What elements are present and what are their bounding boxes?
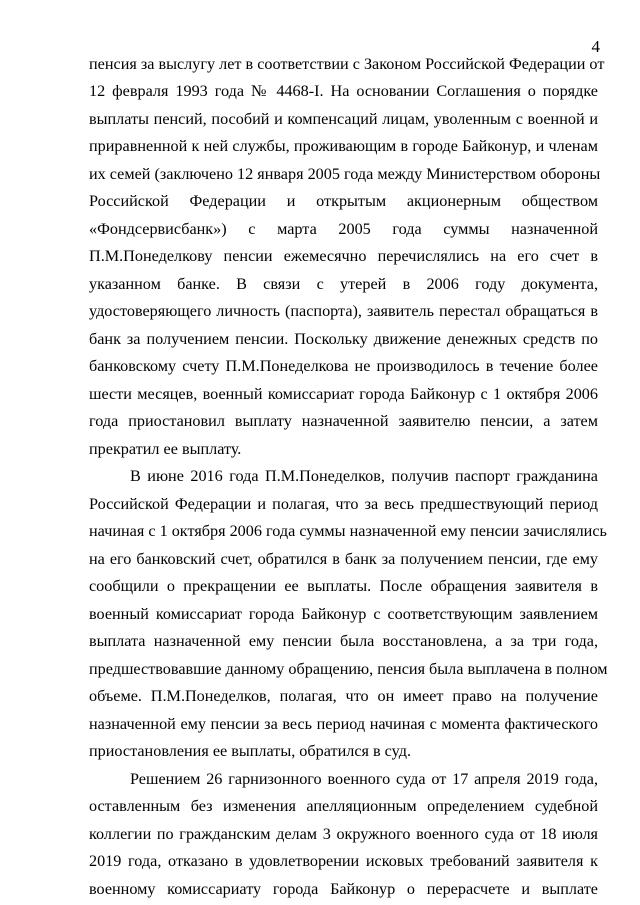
text-line: на его банковский счет, обратился в банк за получением пенсии, где ему: [89, 550, 598, 568]
text-line: выплаты пенсий, пособий и компенсаций лицам, уволенным с военной и: [89, 110, 598, 128]
text-line: приостановления ее выплаты, обратился в суд.: [89, 742, 412, 760]
text-line: указанном банке. В связи с утерей в 2006 году документа,: [89, 275, 598, 293]
text-line: года приостановил выплату назначенной заявителю пенсии, а затем: [89, 412, 598, 430]
text-line: Российской Федерации и открытым акционерным обществом: [89, 192, 598, 210]
text-line: В июне 2016 года П.М.Понеделков, получив паспорт гражданина: [130, 467, 598, 485]
text-line: пенсия за выслугу лет в соответствии с Законом Российской Федерации от: [89, 55, 605, 73]
text-line: их семей (заключено 12 января 2005 года между Министерством обороны: [89, 165, 601, 183]
page-number: 4: [591, 37, 600, 56]
text-line: предшествовавшие данному обращению, пенсия была выплачена в полном: [89, 660, 608, 678]
text-line: Решением 26 гарнизонного военного суда от 17 апреля 2019 года,: [130, 770, 598, 788]
text-line: начиная с 1 октября 2006 года суммы назначенной ему пенсии зачислялись: [89, 522, 607, 540]
text-line: выплата назначенной ему пенсии была восстановлена, а за три года,: [89, 632, 598, 650]
text-line: сообщили о прекращении ее выплаты. После обращения заявителя в: [89, 577, 598, 595]
text-line: коллегии по гражданским делам 3 окружного военного суда от 18 июля: [89, 825, 598, 843]
text-line: Российской Федерации и полагая, что за весь предшествующий период: [89, 495, 598, 513]
text-line: «Фондсервисбанк») с марта 2005 года суммы назначенной: [89, 220, 598, 238]
text-line: банковскому счету П.М.Понеделкова не производилось в течение более: [89, 357, 598, 375]
text-line: военному комиссариату города Байконур о перерасчете и выплате: [89, 880, 598, 898]
text-line: 12 февраля 1993 года № 4468-I. На основании Соглашения о порядке: [89, 82, 598, 100]
text-line: удостоверяющего личность (паспорта), заявитель перестал обращаться в: [89, 302, 598, 320]
text-line: банк за получением пенсии. Поскольку движение денежных средств по: [89, 330, 598, 348]
text-line: шести месяцев, военный комиссариат города Байконур с 1 октября 2006: [89, 385, 598, 403]
text-line: объеме. П.М.Понеделков, полагая, что он имеет право на получение: [89, 687, 598, 705]
text-line: 2019 года, отказано в удовлетворении исковых требований заявителя к: [89, 852, 598, 870]
text-line: прекратил ее выплату.: [89, 440, 242, 458]
text-line: оставленным без изменения апелляционным определением судебной: [89, 797, 598, 815]
text-line: военный комиссариат города Байконур с соответствующим заявлением: [89, 605, 598, 623]
text-line: приравненной к ней службы, проживающим в городе Байконур, и членам: [89, 137, 598, 155]
text-line: назначенной ему пенсии за весь период начиная с момента фактического: [89, 715, 598, 733]
text-line: П.М.Понеделкову пенсии ежемесячно перечислялись на его счет в: [89, 247, 598, 265]
